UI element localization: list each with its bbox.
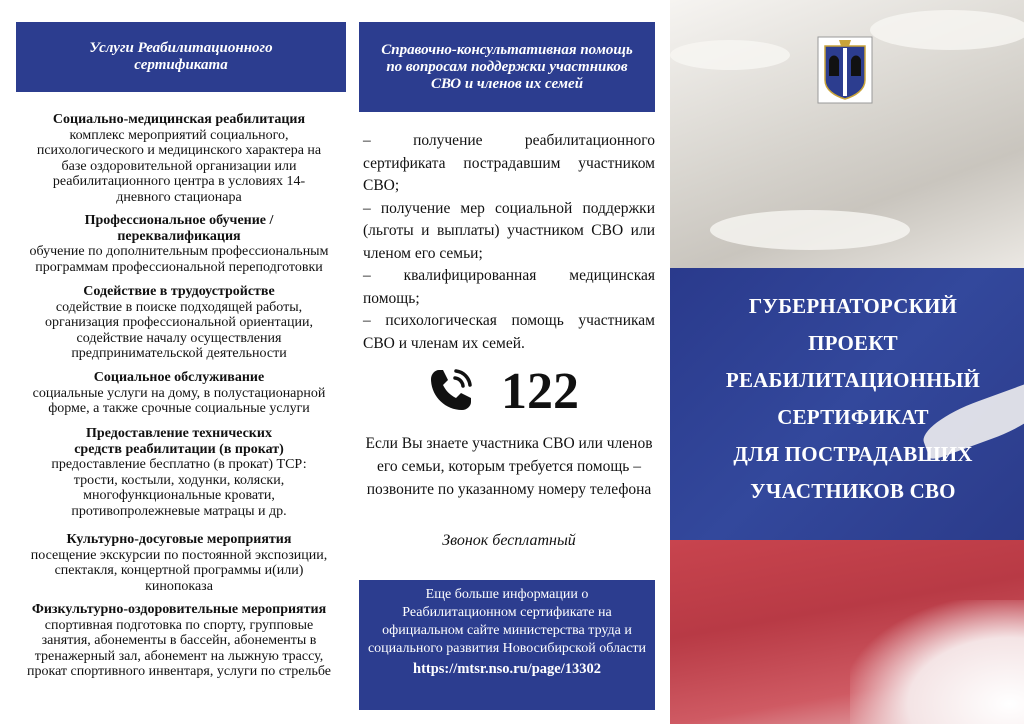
phone-number[interactable]: 122: [501, 363, 579, 420]
service-title: Профессиональное обучение / переквалификация: [84, 213, 274, 244]
info-text: Еще больше информации о Реабилитационном сертификате на официальном сайте министерства труда и социального развития Новосибирской области: [367, 587, 647, 656]
service-item: [14, 370, 344, 417]
help-list: [363, 130, 655, 355]
coat-of-arms-icon: [817, 36, 873, 104]
help-header: Справочно-консультативная помощь по вопросам поддержки участников СВО и членов их семей: [359, 22, 655, 112]
service-desc: содействие в поиске подходящей работы, организация профессиональной ориентации, содействие началу осуществления предпринимательской деятельности: [44, 299, 314, 361]
cover-panel: [670, 0, 1024, 724]
call-note: Если Вы знаете участника СВО или членов его семьи, которым требуется помощь – позвоните по указанному номеру телефона: [365, 435, 653, 498]
service-title: Социально-медицинская реабилитация: [52, 112, 306, 127]
free-call-label: Звонок бесплатный: [442, 532, 576, 549]
brush-stroke: [850, 600, 1024, 724]
info-box: [359, 580, 655, 710]
service-title: Социальное обслуживание: [93, 370, 265, 385]
service-title: Физкультурно-оздоровительные мероприятия: [31, 602, 327, 617]
service-desc: социальные услуги на дому, в полустационарной форме, а также срочные социальные услуги: [32, 385, 326, 416]
service-title: Содействие в трудоустройстве: [83, 284, 275, 299]
service-desc: спортивная подготовка по спорту, групповые занятия, абонементы в бассейн, абонементы в тренажерный зал, абонемент на лыжную трассу, прокат спортивного инвентаря, услуги по стрельбе: [26, 617, 331, 679]
list-item: – психологическая помощь участникам СВО и членам их семей.: [363, 312, 655, 352]
service-desc: посещение экскурсии по постоянной экспозиции, спектакля, концертной программы и(или) кинопоказа: [30, 547, 328, 594]
website-link[interactable]: https://mtsr.nso.ru/page/13302: [413, 661, 601, 677]
service-item: [14, 532, 344, 594]
cover-title: ГУБЕРНАТОРСКИЙ ПРОЕКТ РЕАБИЛИТАЦИОННЫЙ СЕРТИФИКАТ ДЛЯ ПОСТРАДАВШИХ УЧАСТНИКОВ СВО: [725, 294, 981, 503]
services-header: Услуги Реабилитационного сертификата: [16, 22, 346, 92]
service-item: [14, 426, 344, 519]
service-title: Культурно-досуговые мероприятия: [66, 532, 292, 547]
left-panel: [0, 0, 347, 724]
service-item: [14, 213, 344, 275]
list-item: – получение мер социальной поддержки (льготы и выплаты) участником СВО или членом его семьи;: [363, 199, 655, 262]
service-desc: предоставление бесплатно (в прокат) ТСР: трости, костыли, ходунки, коляски, многофункциональные кровати, противопролежневые матрацы и др.: [51, 457, 307, 519]
service-item: [14, 284, 344, 362]
middle-panel: [347, 0, 670, 724]
service-desc: комплекс мероприятий социального, психологического и медицинского характера на базе оздоровительной организации или реабилитационного центра в условиях 14-дневного стационара: [36, 127, 322, 205]
service-item: [14, 602, 344, 680]
list-item: – получение реабилитационного сертификата пострадавшим участником СВО;: [363, 132, 655, 194]
phone-icon: [425, 364, 477, 416]
service-title: Предоставление технических средств реабилитации (в прокат): [74, 426, 284, 457]
phone-block: [425, 362, 605, 422]
service-item: [14, 112, 344, 205]
list-item: – квалифицированная медицинская помощь;: [363, 267, 655, 307]
service-desc: обучение по дополнительным профессиональным программам профессиональной переподготовки: [29, 244, 329, 275]
